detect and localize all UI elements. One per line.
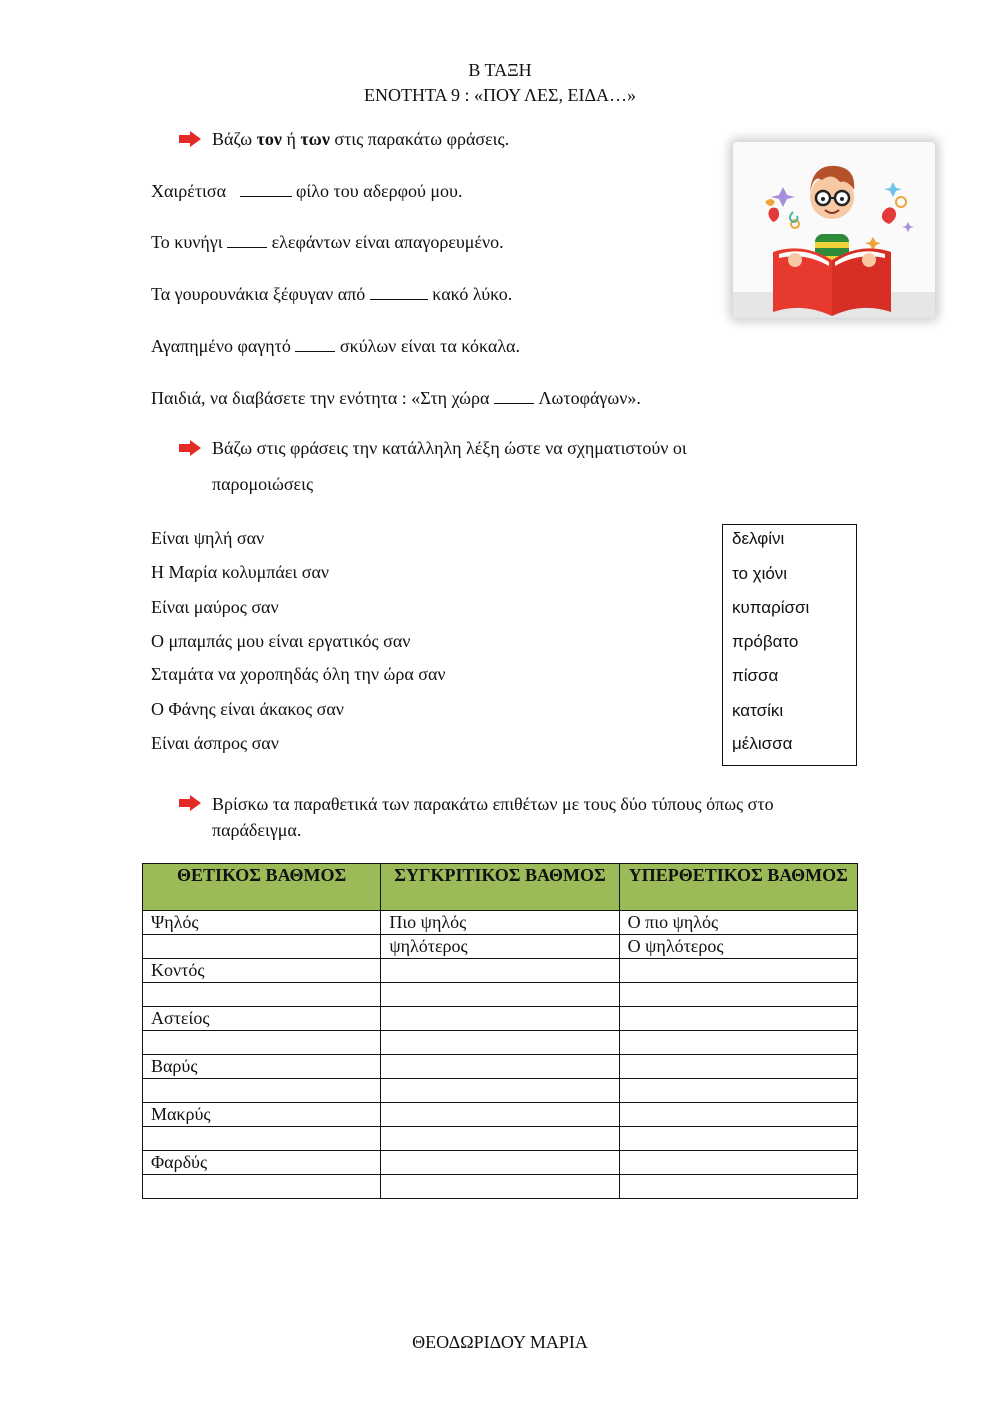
word-bank-item[interactable]: πίσσα: [732, 666, 779, 685]
table-cell: [143, 1079, 381, 1103]
grade-title: Β ΤΑΞΗ: [468, 60, 532, 80]
word-bank-item[interactable]: δελφίνι: [732, 529, 785, 548]
table-row: [143, 935, 858, 959]
word-bank-item[interactable]: μέλισσα: [732, 734, 793, 753]
table-row: [143, 1079, 858, 1103]
table-row: [143, 1031, 858, 1055]
table-cell: [143, 1127, 381, 1151]
exercise2-instruction-line2: παρομοιώσεις: [212, 474, 314, 494]
arrow-right-icon: [179, 795, 201, 811]
fill-blank[interactable]: [295, 337, 335, 352]
table-cell: Πιο ψηλός: [381, 911, 619, 935]
author-footer: ΘΕΟΔΩΡΙΔΟΥ ΜΑΡΙΑ: [412, 1332, 588, 1352]
table-cell: Κοντός: [143, 959, 381, 983]
boy-reading-book-illustration: [733, 142, 935, 318]
simile-sentence: Είναι άσπρος σαν: [151, 733, 279, 753]
answer-cell[interactable]: [381, 1031, 619, 1055]
instr-text: ή: [281, 129, 301, 149]
sentence-5: [151, 388, 641, 409]
table-row: [143, 1127, 858, 1151]
fill-blank[interactable]: [227, 233, 267, 248]
table-cell: Βαρύς: [143, 1055, 381, 1079]
answer-cell[interactable]: [619, 959, 857, 983]
sentence-text: φίλο του αδερφού μου.: [296, 181, 463, 201]
table-cell: Ο πιο ψηλός: [619, 911, 857, 935]
exercise1-instruction: [212, 129, 509, 150]
sentence-text: Χαιρέτισα: [151, 181, 227, 201]
degrees-table: [142, 863, 858, 1199]
answer-cell[interactable]: [619, 1055, 857, 1079]
answer-cell[interactable]: [619, 1175, 857, 1199]
instr-bold-ton-plural: των: [300, 129, 330, 149]
answer-cell[interactable]: [381, 1127, 619, 1151]
table-row: [143, 1007, 858, 1031]
instr-bold-ton: τον: [256, 129, 282, 149]
table-row: [143, 983, 858, 1007]
table-row: [143, 1175, 858, 1199]
simile-sentence: Είναι μαύρος σαν: [151, 597, 279, 617]
header-comparative: ΣΥΓΚΡΙΤΙΚΟΣ ΒΑΘΜΟΣ: [381, 864, 619, 911]
table-cell: Μακρύς: [143, 1103, 381, 1127]
simile-sentence: Σταμάτα να χοροπηδάς όλη την ώρα σαν: [151, 664, 446, 684]
table-cell: Αστείος: [143, 1007, 381, 1031]
header-positive: ΘΕΤΙΚΟΣ ΒΑΘΜΟΣ: [143, 864, 381, 911]
table-cell: Φαρδύς: [143, 1151, 381, 1175]
exercise3-instruction-line2: παράδειγμα.: [212, 820, 302, 840]
arrow-right-icon: [179, 131, 201, 147]
sentence-text: Αγαπημένο φαγητό: [151, 336, 291, 356]
table-cell: [143, 1175, 381, 1199]
fill-blank[interactable]: [240, 182, 292, 197]
sentence-text: ελεφάντων είναι απαγορευμένο.: [271, 232, 504, 252]
answer-cell[interactable]: [619, 1103, 857, 1127]
table-row: [143, 1055, 858, 1079]
sentence-text: κακό λύκο.: [432, 284, 513, 304]
illustration-frame: [733, 142, 935, 318]
simile-sentence: Ο μπαμπάς μου είναι εργατικός σαν: [151, 631, 411, 651]
header-superlative: ΥΠΕΡΘΕΤΙΚΟΣ ΒΑΘΜΟΣ: [619, 864, 857, 911]
exercise3-instruction-line1: Βρίσκω τα παραθετικά των παρακάτω επιθέτων με τους δύο τύπους όπως στο: [212, 794, 774, 814]
simile-sentence: Η Μαρία κολυμπάει σαν: [151, 562, 330, 582]
answer-cell[interactable]: [381, 1151, 619, 1175]
simile-sentence: Ο Φάνης είναι άκακος σαν: [151, 699, 344, 719]
sentence-text: Παιδιά, να διαβάσετε την ενότητα : «Στη χώρα: [151, 388, 490, 408]
answer-cell[interactable]: [619, 1151, 857, 1175]
unit-title: ΕΝΟΤΗΤΑ 9 : «ΠΟΥ ΛΕΣ, ΕΙΔΑ…»: [363, 85, 637, 105]
table-cell: Ο ψηλότερος: [619, 935, 857, 959]
sentence-text: Τα γουρουνάκια ξέφυγαν από: [151, 284, 366, 304]
answer-cell[interactable]: [619, 1079, 857, 1103]
simile-sentence: Είναι ψηλή σαν: [151, 528, 265, 548]
table-row: [143, 1103, 858, 1127]
answer-cell[interactable]: [381, 1175, 619, 1199]
table-cell: [143, 935, 381, 959]
instr-text: Βάζω: [212, 129, 257, 149]
table-row: [143, 959, 858, 983]
table-cell: [143, 1031, 381, 1055]
answer-cell[interactable]: [381, 959, 619, 983]
answer-cell[interactable]: [619, 983, 857, 1007]
answer-cell[interactable]: [381, 1055, 619, 1079]
answer-cell[interactable]: [381, 1079, 619, 1103]
instr-text: στις παρακάτω φράσεις.: [329, 129, 510, 149]
fill-blank[interactable]: [370, 285, 428, 300]
sentence-3: [151, 284, 512, 305]
exercise2-instruction-line1: Βάζω στις φράσεις την κατάλληλη λέξη ώστε να σχηματιστούν οι: [212, 438, 687, 458]
answer-cell[interactable]: [381, 983, 619, 1007]
sentence-4: [151, 336, 520, 357]
answer-cell[interactable]: [381, 1103, 619, 1127]
answer-cell[interactable]: [619, 1031, 857, 1055]
word-bank-item[interactable]: το χιόνι: [732, 564, 788, 583]
sentence-text: σκύλων είναι τα κόκαλα.: [339, 336, 520, 356]
answer-cell[interactable]: [619, 1007, 857, 1031]
sentence-1: [151, 181, 462, 202]
sentence-text: Το κυνήγι: [151, 232, 223, 252]
word-bank: [722, 524, 857, 766]
table-cell: ψηλότερος: [381, 935, 619, 959]
answer-cell[interactable]: [619, 1127, 857, 1151]
arrow-right-icon: [179, 440, 201, 456]
fill-blank[interactable]: [494, 389, 534, 404]
answer-cell[interactable]: [381, 1007, 619, 1031]
word-bank-item[interactable]: πρόβατο: [732, 632, 799, 651]
table-cell: [143, 983, 381, 1007]
word-bank-item[interactable]: κυπαρίσσι: [732, 598, 810, 617]
sentence-2: [151, 232, 504, 253]
table-row: [143, 911, 858, 935]
table-cell: Ψηλός: [143, 911, 381, 935]
table-header-row: [143, 864, 858, 911]
word-bank-item[interactable]: κατσίκι: [732, 701, 784, 720]
sentence-text: Λωτοφάγων».: [538, 388, 641, 408]
table-row: [143, 1151, 858, 1175]
